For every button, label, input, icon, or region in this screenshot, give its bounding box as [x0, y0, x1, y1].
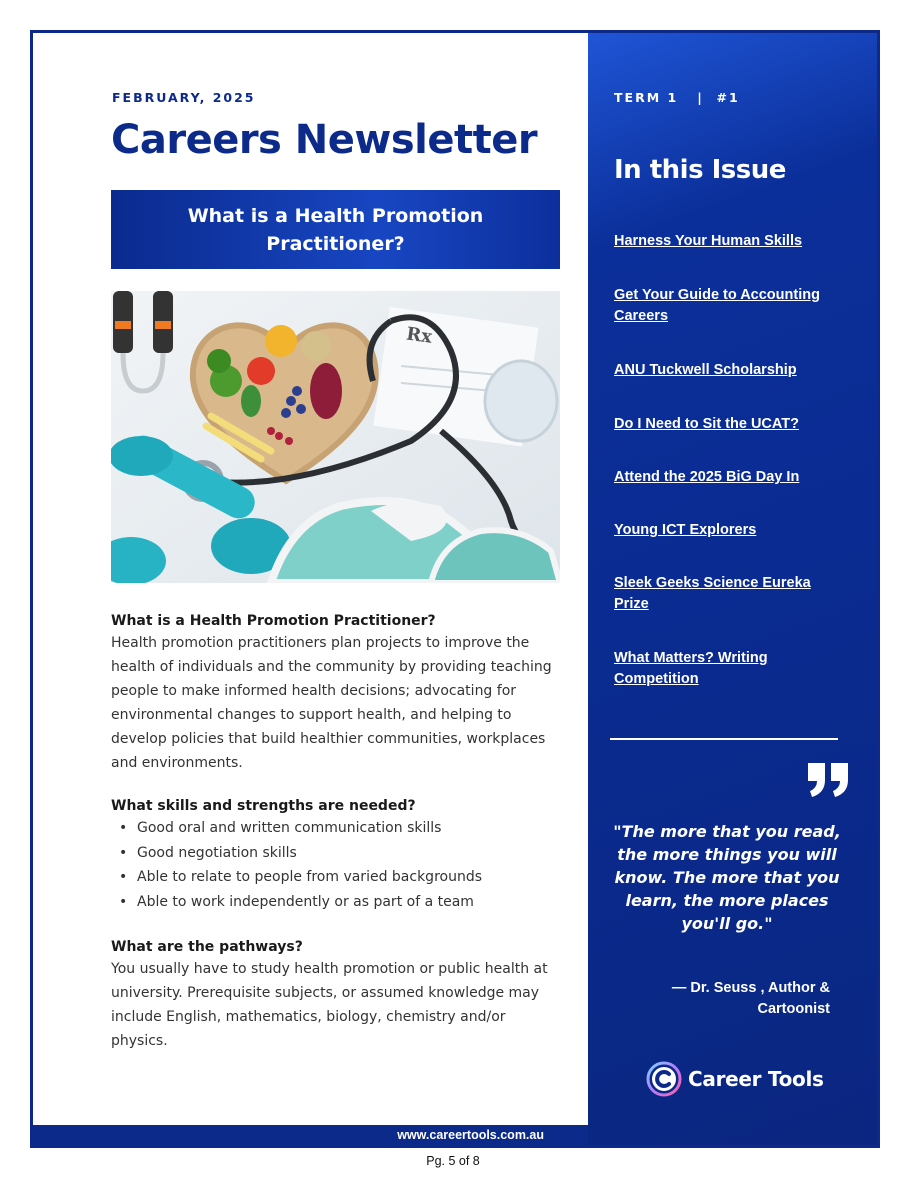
issue-term: TERM 1 | #1 — [614, 90, 740, 105]
toc-item — [614, 467, 854, 488]
toc-link-accounting-careers[interactable]: Get Your Guide to Accounting Careers — [614, 287, 820, 324]
toc-link-anu-tuckwell[interactable]: ANU Tuckwell Scholarship — [614, 362, 797, 378]
article-headline: What is a Health Promotion Practitioner? — [111, 190, 560, 269]
newsletter-page — [30, 30, 880, 1148]
toc-link-big-day-in[interactable]: Attend the 2025 BiG Day In — [614, 469, 800, 485]
section-heading: What is a Health Promotion Practitioner? — [111, 613, 436, 629]
toc-item — [614, 231, 854, 252]
career-tools-logo — [646, 1061, 824, 1097]
svg-text:Rx: Rx — [404, 323, 434, 348]
hero-image — [111, 291, 560, 583]
footer-url[interactable]: www.careertools.com.au — [397, 1128, 544, 1142]
sidebar — [588, 33, 880, 1148]
toc-link-writing-competition[interactable]: What Matters? Writing Competition — [614, 650, 768, 687]
list-item: • Good negotiation skills — [119, 844, 297, 861]
section-paragraph: You usually have to study health promotion or public health at university. Prerequisite subjects, or assumed knowledge may include English, mathematics, biology, chemistry and/or physics. — [111, 961, 548, 1049]
toc-item — [614, 520, 854, 541]
toc-link-human-skills[interactable]: Harness Your Human Skills — [614, 233, 803, 249]
table-of-contents — [614, 231, 854, 690]
toc-item — [614, 648, 854, 690]
toc-item — [614, 285, 854, 327]
toc-link-young-ict[interactable]: Young ICT Explorers — [614, 522, 757, 538]
list-item: • Able to work independently or as part of a team — [119, 893, 474, 910]
sidebar-title: In this Issue — [614, 155, 786, 185]
career-tools-logo-icon — [646, 1061, 682, 1097]
section-heading: What skills and strengths are needed? — [111, 798, 416, 814]
quote-mark-icon — [808, 763, 850, 801]
newsletter-title: Careers Newsletter — [111, 117, 538, 163]
divider — [610, 738, 838, 740]
skills-list — [111, 816, 560, 914]
list-item: • Good oral and written communication skills — [119, 820, 442, 836]
list-item: • Able to relate to people from varied backgrounds — [119, 869, 483, 885]
issue-date: FEBRUARY, 2025 — [112, 90, 256, 105]
quote-text: "The more that you read, the more things you will know. The more that you learn, the more places you'll go." — [613, 822, 841, 933]
brand-name: Career Tools — [688, 1067, 824, 1091]
toc-link-ucat[interactable]: Do I Need to Sit the UCAT? — [614, 416, 800, 432]
main-column — [33, 33, 588, 1125]
article-body — [111, 613, 560, 1053]
toc-item — [614, 414, 854, 435]
page-number: Pg. 5 of 8 — [426, 1154, 480, 1168]
footer-bar — [33, 1125, 588, 1148]
quote-author: — Dr. Seuss , Author & Cartoonist — [671, 980, 830, 1017]
toc-item — [614, 573, 854, 615]
toc-link-eureka-prize[interactable]: Sleek Geeks Science Eureka Prize — [614, 575, 811, 612]
section-paragraph: Health promotion practitioners plan projects to improve the health of individuals and the community by providing teaching people to make informed health decisions; advocating for environmental changes to support health, and helping to develop policies that build healthier communities, workplaces and environments. — [111, 635, 552, 771]
toc-item — [614, 360, 854, 381]
section-heading: What are the pathways? — [111, 939, 303, 955]
